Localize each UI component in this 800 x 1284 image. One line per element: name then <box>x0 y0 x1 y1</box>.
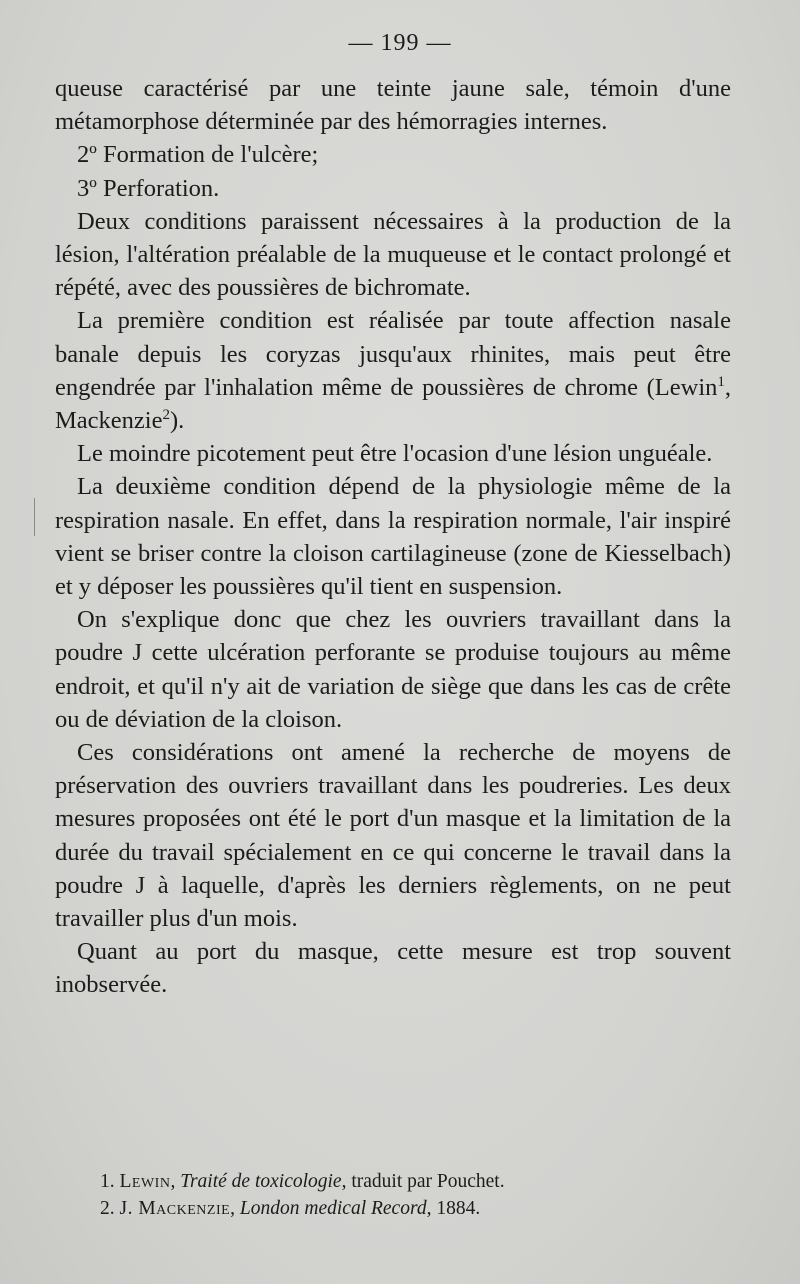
footnote-ref-2[interactable]: 2 <box>162 407 170 424</box>
footnote-1 <box>100 1168 700 1195</box>
footnote-title: London medical Record <box>239 1198 427 1219</box>
paragraph-5-text-b: , Mackenzie <box>55 373 731 435</box>
footnote-number: 2. <box>100 1198 115 1219</box>
paragraph-3: 3º Perforation. <box>77 174 220 202</box>
paragraph-6: Le moindre picotement peut être l'ocasion d'une lésion unguéale. <box>77 440 713 468</box>
paragraph-9: Ces considérations ont amené la recherche de moyens de préservation des ouvriers travaillant dans les poudreries. Les deux mesures proposées ont été le port d'un masque et la limitation de la durée du travail spécialement en ce qui concerne le travail dans la poudre J à laquelle, d'après les derniers règlements, on ne peut travailler plus d'un mois. <box>55 739 731 933</box>
paragraph-8: On s'explique donc que chez les ouvriers travaillant dans la poudre J cette ulcération perforante se produise toujours au même endroit, et qu'il n'y ait de variation de siège que dans les cas de crête ou de déviation de la cloison. <box>55 606 731 733</box>
paragraph-1: queuse caractérisé par une teinte jaune sale, témoin d'une métamorphose déterminée par des hémorragies internes. <box>55 75 731 136</box>
page-number: — 199 — <box>348 30 452 56</box>
paragraph-5-text-a: La première condition est réalisée par toute affection nasale banale depuis les coryzas jusqu'aux rhinites, mais peut être engendrée par l'inhalation même de poussières de chrome (Lewin <box>55 307 731 401</box>
footnote-2 <box>100 1195 700 1222</box>
paragraph-7: La deuxième condition dépend de la physiologie même de la respiration nasale. En effet, dans la respiration normale, l'air inspiré vient se briser contre la cloison cartilagineuse (zone de Kiesselbach) et y déposer les poussières qu'il tient en suspension. <box>55 473 731 601</box>
footnote-author: J. Mackenzie <box>119 1198 231 1219</box>
paragraph-5 <box>55 304 731 437</box>
footnote-separator: , <box>170 1171 181 1192</box>
footnote-rest: , 1884. <box>426 1198 481 1219</box>
paragraph-10: Quant au port du masque, cette mesure est trop souvent inobservée. <box>55 938 731 999</box>
footnote-title: Traité de toxicologie <box>180 1171 342 1192</box>
margin-mark <box>34 498 35 536</box>
footnote-ref-1[interactable]: 1 <box>717 373 725 390</box>
body-text <box>55 72 731 1002</box>
paragraph-5-text-c: ). <box>169 407 185 435</box>
footnotes <box>100 1168 700 1222</box>
footnote-number: 1. <box>100 1171 115 1192</box>
footnote-separator: , <box>230 1198 240 1219</box>
paragraph-2: 2º Formation de l'ulcère; <box>77 141 319 169</box>
footnote-rest: , traduit par Pouchet. <box>341 1171 505 1192</box>
footnote-author: Lewin <box>119 1171 171 1192</box>
paragraph-4: Deux conditions paraissent nécessaires à la production de la lésion, l'altération préalable de la muqueuse et le contact prolongé et répété, avec des poussières de bichromate. <box>55 207 731 302</box>
